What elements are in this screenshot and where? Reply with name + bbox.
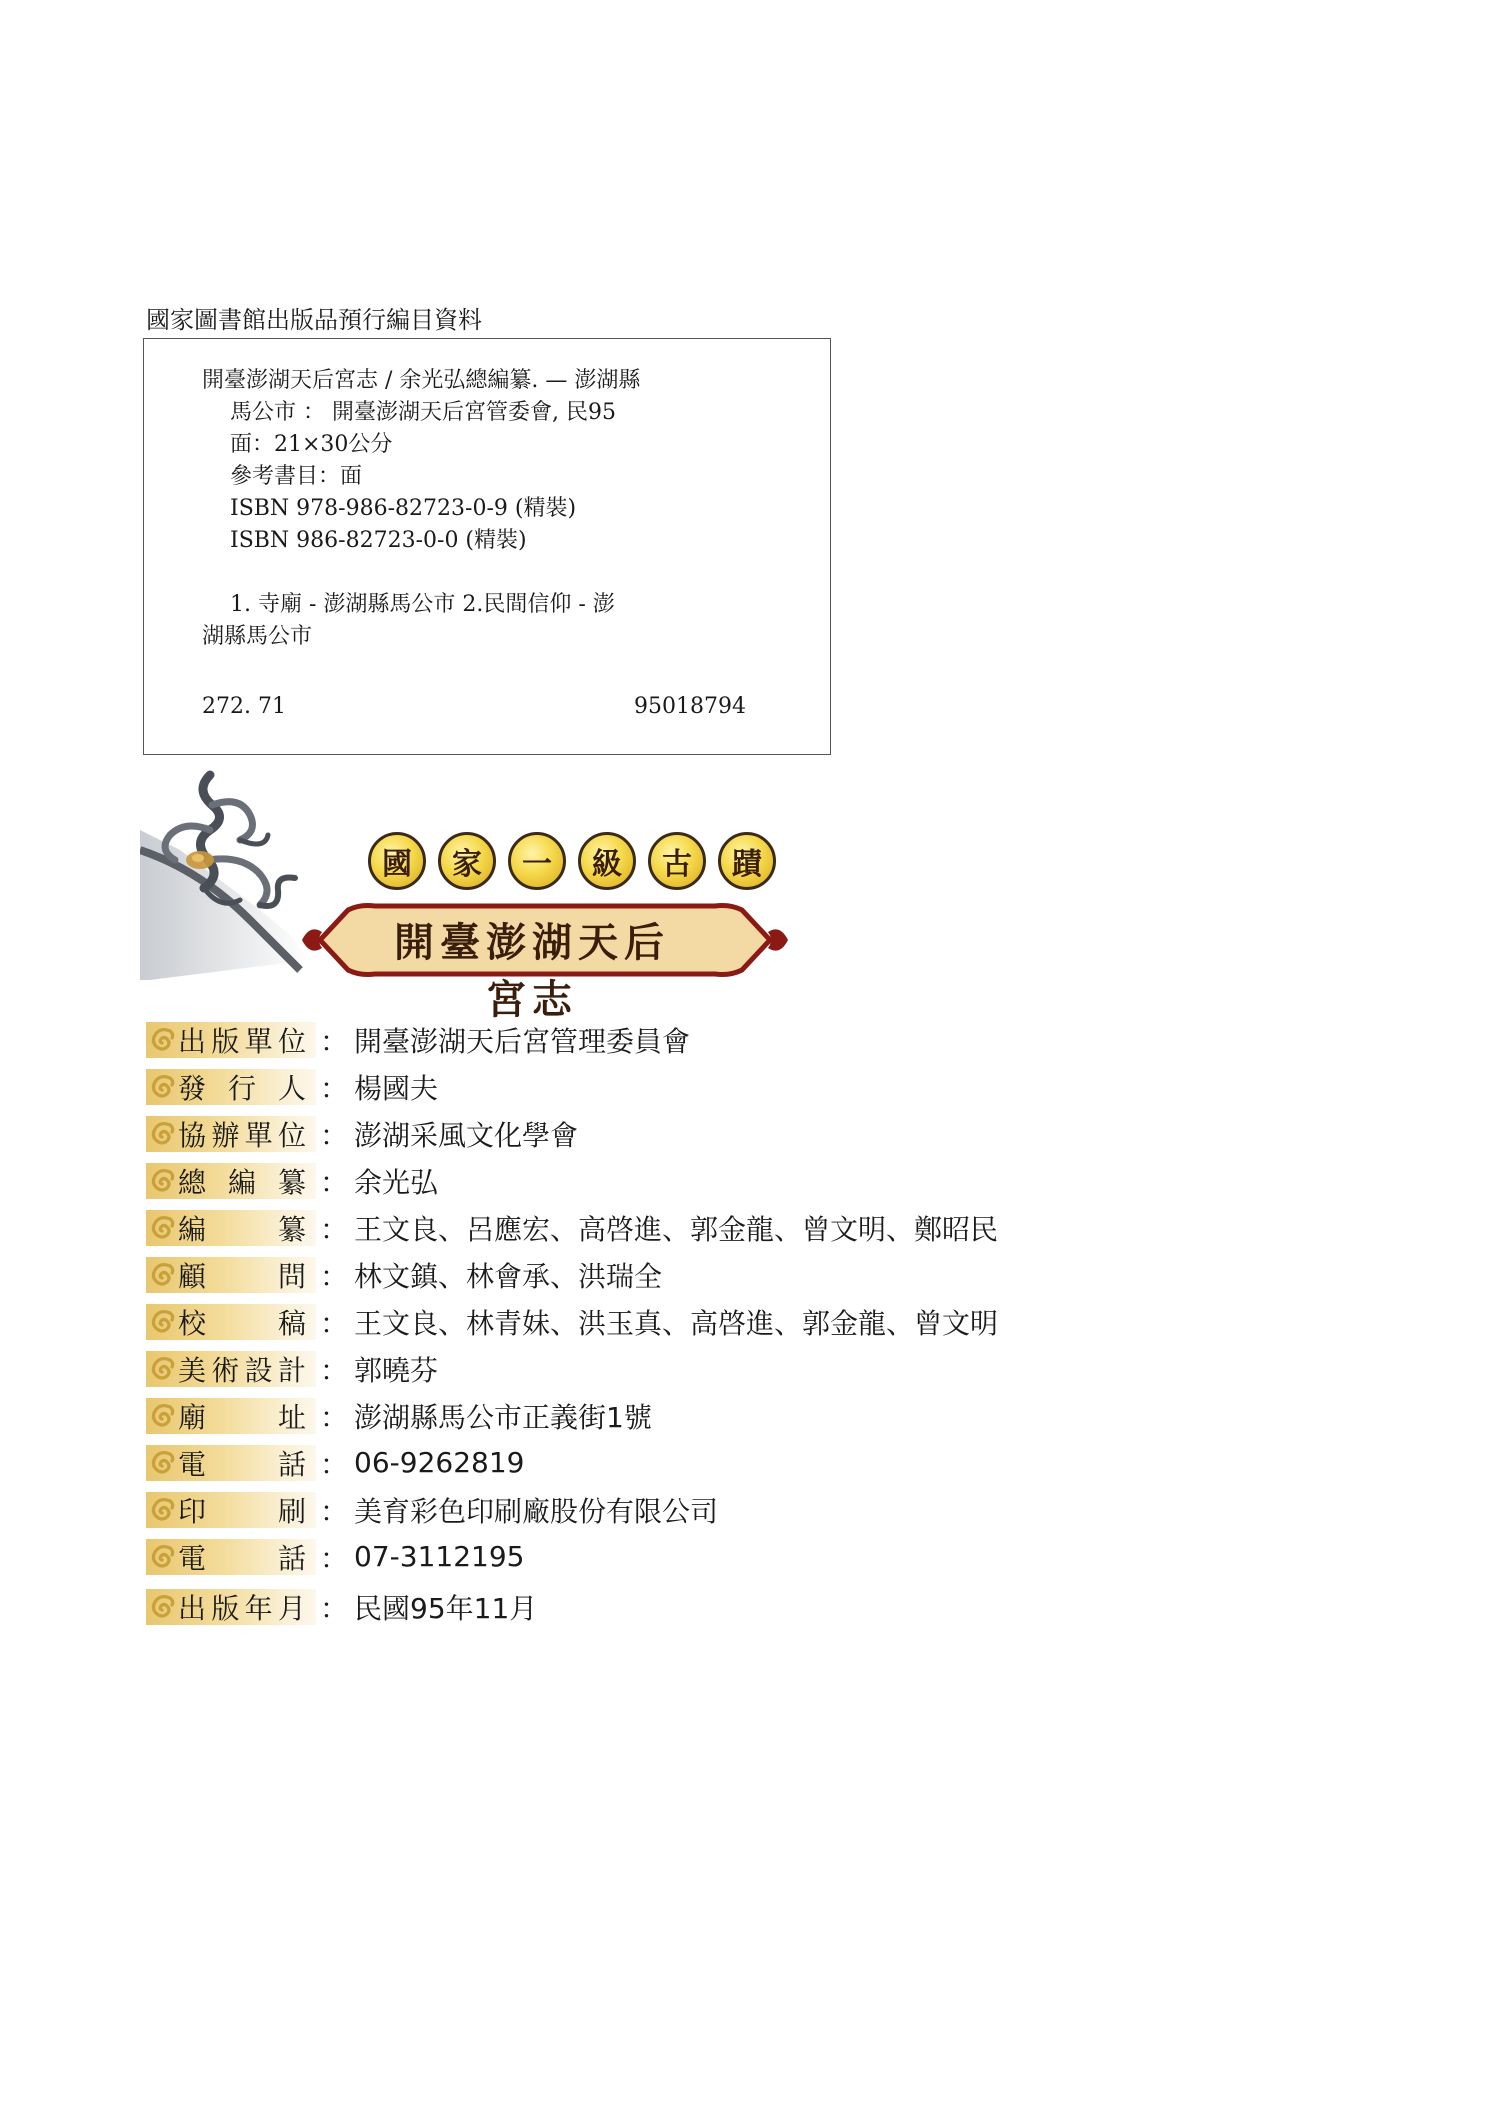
credit-row bbox=[146, 1345, 998, 1392]
credit-label-char: 問 bbox=[277, 1259, 306, 1293]
credit-label bbox=[178, 1067, 306, 1107]
credit-label bbox=[178, 1349, 306, 1389]
credit-value: 開臺澎湖天后宮管理委員會 bbox=[354, 1024, 691, 1058]
credit-label-box bbox=[146, 1116, 316, 1152]
credit-label bbox=[178, 1537, 306, 1577]
credit-label-box bbox=[146, 1022, 316, 1058]
heritage-badge: 級 bbox=[578, 832, 636, 890]
cloud-swirl-icon bbox=[148, 1307, 178, 1337]
credit-label-box bbox=[146, 1069, 316, 1105]
credit-label-box bbox=[146, 1257, 316, 1293]
credit-value: 美育彩色印刷廠股份有限公司 bbox=[354, 1494, 719, 1528]
credit-label-box bbox=[146, 1398, 316, 1434]
credit-label-box bbox=[146, 1492, 316, 1528]
credit-label bbox=[178, 1490, 306, 1530]
heritage-badge: 家 bbox=[438, 832, 496, 890]
credit-label-box bbox=[146, 1210, 316, 1246]
credit-label bbox=[178, 1208, 306, 1248]
credit-label-char: 編 bbox=[178, 1212, 207, 1246]
cip-class-number: 272. 71 bbox=[202, 694, 286, 719]
heritage-badge: 國 bbox=[368, 832, 426, 890]
cloud-swirl-icon bbox=[148, 1354, 178, 1384]
credit-value: 06-9262819 bbox=[354, 1446, 525, 1479]
credit-label bbox=[178, 1161, 306, 1201]
credit-label-char: 行 bbox=[227, 1071, 256, 1105]
credit-label-char: 話 bbox=[277, 1541, 306, 1575]
credit-value: 余光弘 bbox=[354, 1165, 439, 1199]
credit-label-char: 計 bbox=[277, 1353, 306, 1387]
credit-label-char: 稿 bbox=[277, 1306, 306, 1340]
cip-line-2: 馬公市 ： 開臺澎湖天后宮管委會, 民95 bbox=[230, 400, 616, 425]
cip-line-4: 參考書目：面 bbox=[230, 464, 363, 489]
credit-label-char: 刷 bbox=[277, 1494, 306, 1528]
cloud-swirl-icon bbox=[148, 1213, 178, 1243]
credit-label-char: 編 bbox=[227, 1165, 256, 1199]
credit-value: 楊國夫 bbox=[354, 1071, 439, 1105]
credit-value: 民國95年11月 bbox=[354, 1592, 538, 1625]
credit-label-box bbox=[146, 1351, 316, 1387]
credit-label-char: 美 bbox=[178, 1353, 207, 1387]
credit-label-char: 位 bbox=[277, 1024, 306, 1058]
cip-line-3: 面：21×30公分 bbox=[230, 432, 393, 457]
cip-record-box bbox=[143, 338, 831, 755]
credit-label bbox=[178, 1443, 306, 1483]
credit-value: 王文良、呂應宏、高啓進、郭金龍、曾文明、鄭昭民 bbox=[354, 1212, 999, 1246]
credit-row bbox=[146, 1486, 998, 1533]
cloud-swirl-icon bbox=[148, 1401, 178, 1431]
credit-label-box bbox=[146, 1445, 316, 1481]
credit-label-char: 辦 bbox=[211, 1118, 240, 1152]
credit-label-char: 協 bbox=[178, 1118, 207, 1152]
cloud-swirl-icon bbox=[148, 1119, 178, 1149]
credit-label-char: 校 bbox=[178, 1306, 207, 1340]
title-banner bbox=[140, 760, 800, 1023]
credit-label-char: 總 bbox=[178, 1165, 207, 1199]
credit-row bbox=[146, 1110, 998, 1157]
credit-label-char: 電 bbox=[178, 1541, 207, 1575]
credit-label bbox=[178, 1396, 306, 1436]
credit-label bbox=[178, 1114, 306, 1154]
credit-row bbox=[146, 1439, 998, 1486]
credit-label-char: 單 bbox=[244, 1118, 273, 1152]
credit-label-char: 版 bbox=[211, 1592, 240, 1625]
credit-label-char: 出 bbox=[178, 1592, 207, 1625]
credit-value: 澎湖縣馬公市正義街1號 bbox=[354, 1400, 652, 1434]
credit-row bbox=[146, 1533, 998, 1580]
credit-colon: ： bbox=[320, 1165, 349, 1199]
heritage-badge-row bbox=[368, 832, 776, 890]
credit-label-char: 廟 bbox=[178, 1400, 207, 1434]
credit-colon: ： bbox=[320, 1118, 349, 1152]
credit-value: 澎湖采風文化學會 bbox=[354, 1118, 579, 1152]
credit-label-box bbox=[146, 1163, 316, 1199]
credit-colon: ： bbox=[320, 1306, 349, 1340]
credit-value: 郭曉芬 bbox=[354, 1353, 439, 1387]
credit-row bbox=[146, 1298, 998, 1345]
credit-label-box bbox=[146, 1589, 316, 1625]
credit-row bbox=[146, 1157, 998, 1204]
credit-colon: ： bbox=[320, 1024, 349, 1058]
cip-record-number: 95018794 bbox=[634, 694, 746, 719]
credit-label-char: 月 bbox=[277, 1592, 306, 1625]
credit-colon: ： bbox=[320, 1494, 349, 1528]
cip-subject-line-2: 湖縣馬公市 bbox=[202, 624, 313, 649]
cip-heading: 國家圖書館出版品預行編目資料 bbox=[146, 306, 482, 334]
cip-isbn-13: ISBN 978-986-82723-0-9 (精裝) bbox=[230, 496, 577, 521]
credit-label bbox=[178, 1020, 306, 1060]
credit-label-char: 人 bbox=[277, 1071, 306, 1105]
credit-value: 林文鎮、林會承、洪瑞全 bbox=[354, 1259, 663, 1293]
cloud-swirl-icon bbox=[148, 1448, 178, 1478]
book-title: 開臺澎湖天后宮志 bbox=[394, 919, 670, 1023]
credit-value: 王文良、林青妹、洪玉真、高啓進、郭金龍、曾文明 bbox=[354, 1306, 999, 1340]
credit-label bbox=[178, 1302, 306, 1342]
credit-label-char: 出 bbox=[178, 1024, 207, 1058]
cloud-swirl-icon bbox=[148, 1025, 178, 1055]
credits-list bbox=[146, 1016, 998, 1634]
credit-label-char: 印 bbox=[178, 1494, 207, 1528]
credit-colon: ： bbox=[320, 1592, 349, 1625]
credit-value: 07-3112195 bbox=[354, 1540, 525, 1573]
credit-row bbox=[146, 1016, 998, 1063]
credit-label-box bbox=[146, 1304, 316, 1340]
credit-label-char: 版 bbox=[211, 1024, 240, 1058]
credit-label-char: 單 bbox=[244, 1024, 273, 1058]
credit-label-char: 話 bbox=[277, 1447, 306, 1481]
heritage-badge: 古 bbox=[648, 832, 706, 890]
credit-label bbox=[178, 1587, 306, 1627]
credit-row bbox=[146, 1580, 998, 1634]
cip-subject-line-1: 1. 寺廟 - 澎湖縣馬公市 2.民間信仰 - 澎 bbox=[230, 592, 615, 617]
credit-label-char: 設 bbox=[244, 1353, 273, 1387]
credit-row bbox=[146, 1251, 998, 1298]
credit-label-box bbox=[146, 1539, 316, 1575]
credit-label-char: 纂 bbox=[277, 1212, 306, 1246]
credit-label-char: 纂 bbox=[277, 1165, 306, 1199]
cip-isbn-10: ISBN 986-82723-0-0 (精裝) bbox=[230, 528, 527, 553]
heritage-badge: 一 bbox=[508, 832, 566, 890]
credit-colon: ： bbox=[320, 1212, 349, 1246]
credit-label-char: 年 bbox=[244, 1592, 273, 1625]
credit-label-char: 發 bbox=[178, 1071, 207, 1105]
cloud-swirl-icon bbox=[148, 1260, 178, 1290]
credit-colon: ： bbox=[320, 1541, 349, 1575]
credit-colon: ： bbox=[320, 1259, 349, 1293]
cloud-swirl-icon bbox=[148, 1072, 178, 1102]
credit-colon: ： bbox=[320, 1400, 349, 1434]
credit-row bbox=[146, 1063, 998, 1110]
credit-colon: ： bbox=[320, 1071, 349, 1105]
cloud-swirl-icon bbox=[148, 1542, 178, 1572]
credit-row bbox=[146, 1204, 998, 1251]
credit-colon: ： bbox=[320, 1447, 349, 1481]
cloud-swirl-icon bbox=[148, 1495, 178, 1525]
heritage-badge: 蹟 bbox=[718, 832, 776, 890]
credit-label-char: 術 bbox=[211, 1353, 240, 1387]
credit-label bbox=[178, 1255, 306, 1295]
cloud-swirl-icon bbox=[148, 1592, 178, 1622]
cloud-swirl-icon bbox=[148, 1166, 178, 1196]
credit-row bbox=[146, 1392, 998, 1439]
cip-line-1: 開臺澎湖天后宮志 / 余光弘總編纂. — 澎湖縣 bbox=[202, 368, 641, 393]
credit-label-char: 位 bbox=[277, 1118, 306, 1152]
credit-label-char: 顧 bbox=[178, 1259, 207, 1293]
credit-colon: ： bbox=[320, 1353, 349, 1387]
credit-label-char: 電 bbox=[178, 1447, 207, 1481]
credit-label-char: 址 bbox=[277, 1400, 306, 1434]
